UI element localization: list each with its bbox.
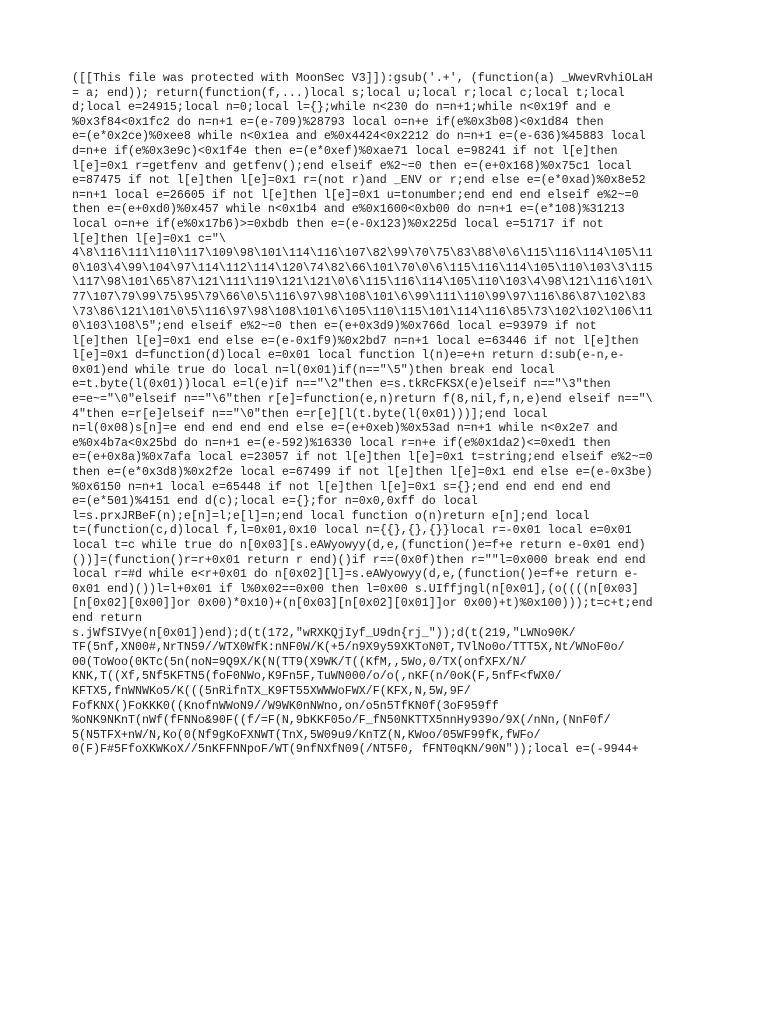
code-line: l[e]then l[e]=0x1 c="\: [72, 231, 226, 246]
code-line: local t=c while true do n[0x03][s.eAWyowyy(d,e,(function()e=f+e return e-0x01 end): [72, 538, 646, 552]
code-line: 0x01)end while true do local n=l(0x01)if(n=="\5")then break end local: [72, 362, 555, 377]
code-line: KNK,T((Xf,5Nf5KFTN5(foF0NWo,K9Fn5F,TuWN000/o/o(,nKF(n/0oK(F,5nfF<fWX0/: [72, 669, 562, 684]
code-line: 0\103\4\99\104\97\114\112\114\120\74\82\66\101\70\0\6\115\116\114\105\110\103\3\115: [72, 260, 653, 275]
code-line: [n[0x02][0x00]]or 0x00)*0x10)+(n[0x03][n[0x02][0x01]]or 0x00)+t)%0x100)));t=c+t;end: [72, 596, 653, 611]
code-line: d=n+e if(e%0x3e9c)<0x1f4e then e=(e*0xef)%0xae71 local e=98241 if not l[e]then: [72, 143, 618, 158]
code-line: ([[This file was protected with MoonSec V3]]):gsub('.+', (function(a) _WwevRvhiOLaH: [72, 71, 653, 85]
code-line: KFTX5,fnWNWKo5/K(((5nRifnTX_K9FT55XWWWoFWX/F(KFX,N,5W,9F/: [72, 683, 471, 698]
code-line: t=(function(c,d)local f,l=0x01,0x10 local n={{},{},{}}local r=-0x01 local e=0x01: [72, 523, 632, 538]
code-line: 77\107\79\99\75\95\79\66\0\5\116\97\98\108\101\6\99\111\110\99\97\116\86\87\102\83: [72, 289, 646, 304]
code-line: 0\103\108\5";end elseif e%2~=0 then e=(e+0x3d9)%0x766d local e=93979 if not: [72, 319, 597, 334]
code-document: [72, 71, 702, 757]
code-line: %oNK9NKnT(nWf(fFNNo&90F((f/=F(N,9bKKF05o/F_fN50NKTTX5nnHy939o/9X(/nNn,(NnF0f/: [72, 713, 611, 728]
code-line: \73\86\121\101\0\5\116\97\98\108\101\6\105\110\115\101\114\116\85\73\102\102\106\11: [72, 304, 653, 319]
code-line: s.jWfSIVye(n[0x01])end);d(t(172,"wRXKQjIyf_U9dn{rj_"));d(t(219,"LWNo90K/: [72, 625, 576, 640]
code-line: 5(N5TFX+nW/N,Ko(0(Nf9gKoFXNWT(TnX,5W09u9/KnTZ(N,KWoo/05WF99fK,fWFo/: [72, 727, 541, 742]
code-line: 4\8\116\111\110\117\109\98\101\114\116\107\82\99\70\75\83\88\0\6\115\116\114\105\11: [72, 246, 653, 261]
code-line: 0x01 end)())l=l+0x01 if l%0x02==0x00 then l=0x00 s.UIffjngl(n[0x01],(o((((n[0x03]: [72, 581, 639, 596]
code-line: l[e]=0x1 r=getfenv and getfenv();end elseif e%2~=0 then e=(e+0x168)%0x75c1 local: [72, 158, 632, 173]
code-line: l[e]=0x1 d=function(d)local e=0x01 local function l(n)e=e+n return d:sub(e-n,e-: [72, 348, 625, 363]
code-line: %0x3f84<0x1fc2 do n=n+1 e=(e-709)%28793 local o=n+e if(e%0x3b08)<0x1d84 then: [72, 114, 604, 129]
code-line: e=(e+0x8a)%0x7afa local e=23057 if not l[e]then l[e]=0x1 t=string;end elseif e%2~=0: [72, 450, 653, 465]
code-line: n=n+1 local e=26605 if not l[e]then l[e]=0x1 u=tonumber;end end end elseif e%2~=0: [72, 187, 639, 202]
code-line: d;local e=24915;local n=0;local l={};while n<230 do n=n+1;while n<0x19f and e: [72, 100, 611, 115]
code-line: TF(5nf,XN00#,NrTN59//WTX0WfK:nNF0W/K(+5/n9X9y59XKToN0T,TVlNo0o/TTT5X,Nt/WNoF0o/: [72, 640, 625, 655]
code-line: n=l(0x08)s[n]=e end end end end else e=(e+0xeb)%0x53ad n=n+1 while n<0x2e7 and: [72, 421, 618, 436]
code-line: local r=#d while e<r+0x01 do n[0x02][l]=s.eAWyowyy(d,e,(function()e=f+e return e-: [72, 567, 639, 582]
code-line: \117\98\101\65\87\121\111\119\121\121\0\6\115\116\114\105\110\103\4\98\121\116\101\: [72, 275, 653, 290]
code-line: 00(ToWoo(0KTc(5n(noN=9Q9X/K(N(TT9(X9WK/T((KfM,,5Wo,0/TX(onfXFX/N/: [72, 654, 527, 669]
code-line: e%0x4b7a<0x25bd do n=n+1 e=(e-592)%16330 local r=n+e if(e%0x1da2)<=0xed1 then: [72, 435, 611, 450]
code-line: then e=(e*0x3d8)%0x2f2e local e=67499 if not l[e]then l[e]=0x1 end else e=(e-0x3be): [72, 465, 653, 480]
code-line: e=t.byte(l(0x01))local e=l(e)if n=="\2"then e=s.tkRcFKSX(e)elseif n=="\3"then: [72, 377, 611, 392]
code-line: local o=n+e if(e%0x17b6)>=0xbdb then e=(e-0x123)%0x225d local e=51717 if not: [72, 216, 604, 231]
code-line: l=s.prxJRBeF(n);e[n]=l;e[l]=n;end local function o(n)return e[n];end local: [72, 508, 590, 523]
code-line: e=(e*501)%4151 end d(c);local e={};for n=0x0,0xff do local: [72, 494, 478, 509]
code-line: end return: [72, 610, 142, 625]
code-line: e=(e*0x2ce)%0xee8 while n<0x1ea and e%0x4424<0x2212 do n=n+1 e=(e-636)%45883 local: [72, 129, 646, 144]
code-line: FofKNX()FoKKK0((KnofnWWoN9//W9WK0nNWno,on/o5n5TfKN0f(3oF959ff: [72, 698, 499, 713]
code-line: then e=(e+0xd0)%0x457 while n<0x1b4 and e%0x1600<0xb00 do n=n+1 e=(e*108)%31213: [72, 202, 625, 217]
code-line: ())]=(function()r=r+0x01 return r end)()if r==(0x0f)then r=""l=0x000 break end end: [72, 552, 646, 567]
code-line: e=87475 if not l[e]then l[e]=0x1 r=(not r)and _ENV or r;end else e=(e*0xad)%0x8e52: [72, 173, 646, 188]
code-line: l[e]then l[e]=0x1 end else e=(e-0x1f9)%0x2bd7 n=n+1 local e=63446 if not l[e]then: [72, 333, 639, 348]
code-line: e=e~="\0"elseif n=="\6"then r[e]=function(e,n)return f(8,nil,f,n,e)end elseif n=="\: [72, 392, 653, 407]
code-line: = a; end)); return(function(f,...)local s;local u;local r;local c;local t;local: [72, 85, 625, 100]
code-line: 4"then e=r[e]elseif n=="\0"then e=r[e][l(t.byte(l(0x01)))];end local: [72, 406, 548, 421]
code-line: 0(F)F#5FfoXKWKoX//5nKFFNNpoF/WT(9nfNXfN09(/NT5F0, fFNT0qKN/90N"));local e=(-9944+: [72, 742, 639, 757]
code-line: %0x6150 n=n+1 local e=65448 if not l[e]then l[e]=0x1 s={};end end end end end: [72, 479, 611, 494]
